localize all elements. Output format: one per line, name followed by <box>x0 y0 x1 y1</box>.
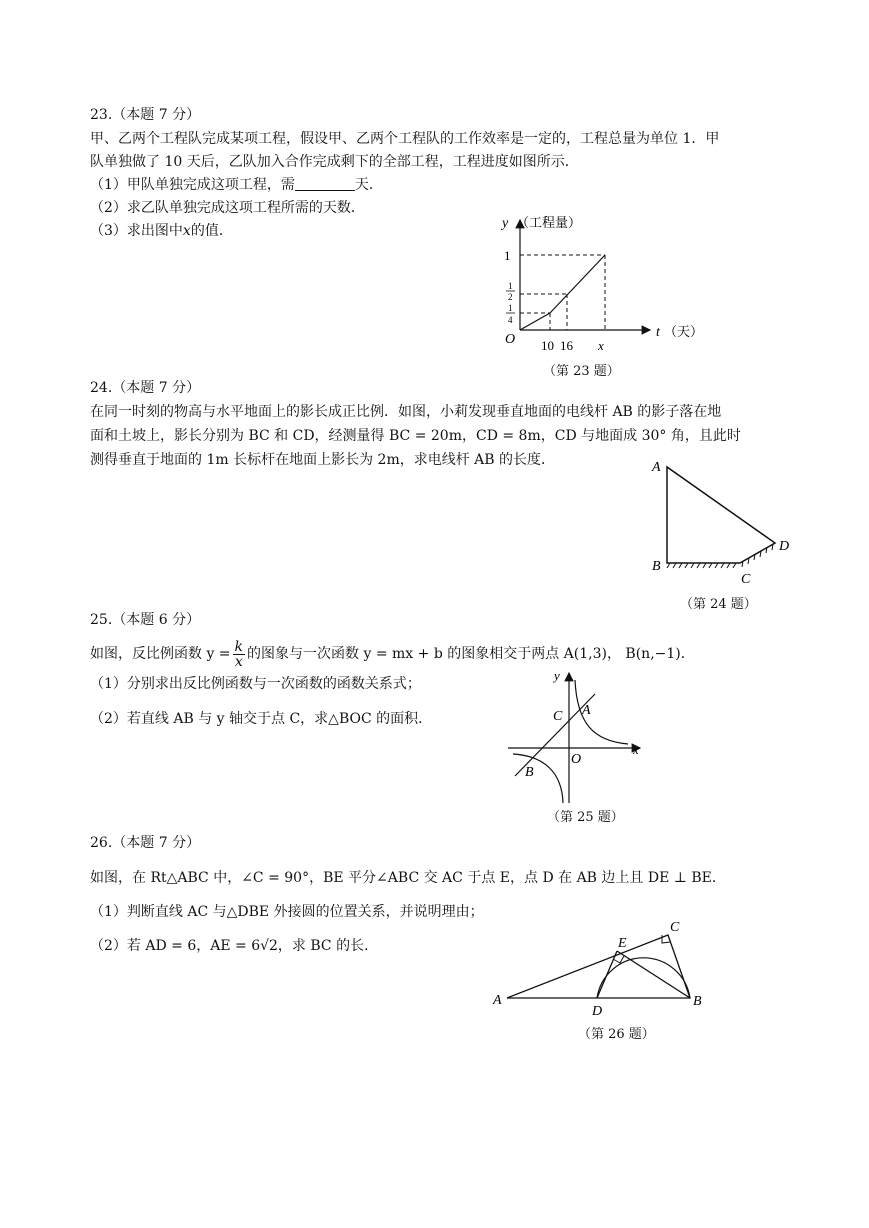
q25-header: 25.（本题 6 分） <box>90 612 201 628</box>
q25-intro-b: 的图象与一次函数 y = mx + b 的图象相交于两点 A(1,3)， B(n,−1)． <box>247 646 695 662</box>
label-D: D <box>779 539 790 554</box>
q26-caption: （第 26 题） <box>578 1027 655 1042</box>
q23-header: 23.（本题 7 分） <box>90 107 201 123</box>
origin-label: O <box>505 332 516 347</box>
label-A: A <box>493 993 502 1008</box>
y-tick-quarter-num: 1 <box>508 303 513 313</box>
q26-figure <box>485 915 715 1020</box>
q26-intro: 如图，在 Rt△ABC 中，∠C = 90°，BE 平分∠ABC 交 AC 于点 E，点 D 在 AB 边上且 DE ⊥ BE． <box>90 870 726 886</box>
q23-sub2: （2）求乙队单独完成这项工程所需的天数． <box>90 200 365 216</box>
q26-sub1: （1）判断直线 AC 与△DBE 外接圆的位置关系，并说明理由； <box>90 904 484 920</box>
answer-blank <box>295 176 355 191</box>
label-E: E <box>618 936 627 951</box>
ground-hatching <box>667 544 773 568</box>
label-D: D <box>592 1004 603 1019</box>
q23-sub3-text: （3）求出图中 <box>90 223 183 239</box>
y-axis-unit: （工程量） <box>516 215 582 230</box>
x-tick-x: x <box>598 338 604 353</box>
label-O: O <box>571 752 582 767</box>
label-A: A <box>582 703 591 718</box>
q23-sub3-var: x <box>182 223 191 239</box>
progress-line-a <box>520 313 550 330</box>
progress-line-b <box>550 255 605 313</box>
q24-text-line3: 测得垂直于地面的 1m 长标杆在地面上影长为 2m，求电线杆 AB 的长度． <box>90 452 556 468</box>
x-axis-unit: （天） <box>664 324 704 339</box>
q26-sub2: （2）若 AD = 6，AE = 6√2，求 BC 的长． <box>90 938 379 954</box>
label-B: B <box>652 559 661 574</box>
q23-sub3 <box>90 219 233 243</box>
q24-header: 24.（本题 7 分） <box>90 380 201 396</box>
label-x: x <box>633 742 639 757</box>
q23-caption: （第 23 题） <box>543 364 620 379</box>
q23-sub1-text: （1）甲队单独完成这项工程，需 <box>90 177 295 193</box>
q25-sub2: （2）若直线 AB 与 y 轴交于点 C，求△BOC 的面积． <box>90 711 433 727</box>
hyperbola-branch-2 <box>513 754 563 803</box>
q24-text-line1: 在同一时刻的物高与水平地面上的影长成正比例．如图，小莉发现垂直地面的电线杆 AB 的影子落在地 <box>90 404 722 420</box>
q25-intro <box>90 636 695 672</box>
label-B: B <box>693 994 702 1009</box>
label-C: C <box>670 920 680 935</box>
q26-header: 26.（本题 7 分） <box>90 835 201 851</box>
q25-figure <box>505 668 650 808</box>
q23-sub3-tail: 的值． <box>190 223 233 239</box>
q25-sub1: （1）分别求出反比例函数与一次函数的函数关系式； <box>90 676 421 692</box>
q23-sub1-unit: 天． <box>354 177 383 193</box>
q23-text-line1: 甲、乙两个工程队完成某项工程，假设甲、乙两个工程队的工作效率是一定的，工程总量为单位 1．甲 <box>90 131 720 147</box>
dashed-guides <box>520 255 605 330</box>
label-y: y <box>554 668 560 683</box>
x-tick-10: 10 <box>541 338 554 353</box>
y-tick-half-den: 2 <box>508 292 513 302</box>
triangle-ABC <box>507 935 690 998</box>
pole-shadow-shape <box>667 467 775 563</box>
y-tick-1: 1 <box>504 248 511 263</box>
q24-text-line2: 面和土坡上，影长分别为 BC 和 CD，经测量得 BC = 20m，CD = 8m，CD 与地面成 30° 角，且此时 <box>90 428 741 444</box>
q25-fraction: $\frac{k}{x}$ <box>234 638 244 670</box>
x-axis-label: t <box>656 325 660 340</box>
y-axis-label: y <box>502 216 509 231</box>
x-tick-16: 16 <box>560 338 573 353</box>
label-B: B <box>525 765 534 780</box>
label-C: C <box>741 572 751 587</box>
q25-intro-a: 如图，反比例函数 y = <box>90 646 231 662</box>
y-tick-quarter-den: 4 <box>508 315 513 325</box>
q24-figure <box>640 455 800 595</box>
q23-graph <box>490 205 710 355</box>
q23-text-line2: 队单独做了 10 天后，乙队加入合作完成剩下的全部工程，工程进度如图所示． <box>90 154 579 170</box>
q24-caption: （第 24 题） <box>680 597 757 612</box>
label-C: C <box>553 709 563 724</box>
label-A: A <box>652 460 661 475</box>
q23-sub1 <box>90 173 383 197</box>
y-tick-half-num: 1 <box>508 281 513 291</box>
q25-caption: （第 25 题） <box>547 810 624 825</box>
